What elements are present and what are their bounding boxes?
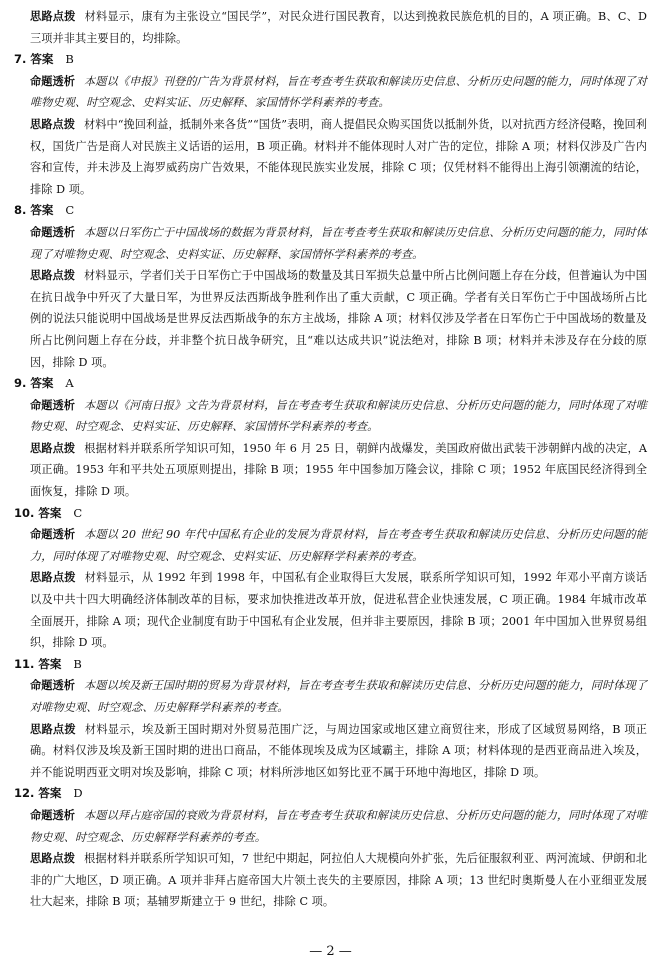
q12-number: 12. [14, 786, 35, 801]
q12-answer-line [14, 783, 647, 805]
label-analysis: 命题透析 [30, 679, 76, 693]
label-reasoning: 思路点拨 [30, 10, 76, 23]
q10-answer-line [14, 503, 647, 525]
q9-reasoning [14, 438, 647, 503]
q10-number: 10. [14, 505, 35, 520]
q8-answer: C [65, 203, 75, 218]
q9-analysis-text: 本题以《河南日报》文告为背景材料，旨在考查考生获取和解读历史信息、分析历史问题的能力，同时体现了对唯物史观、时空观念、史料实证、历史解释、家国情怀学科素养的考查。 [30, 398, 647, 434]
q8-answer-line [14, 200, 647, 222]
label-reasoning: 思路点拨 [30, 269, 76, 283]
label-analysis: 命题透析 [30, 398, 76, 412]
q10-analysis [14, 524, 647, 567]
q11-reasoning [14, 719, 647, 784]
answer-label: 答案 [30, 203, 54, 218]
q12-reasoning [14, 848, 647, 913]
label-reasoning: 思路点拨 [30, 852, 76, 866]
q11-analysis-text: 本题以埃及新王国时期的贸易为背景材料，旨在考查考生获取和解读历史信息、分析历史问题的能力，同时体现了对唯物史观、时空观念、历史解释学科素养的考查。 [30, 679, 647, 714]
label-reasoning: 思路点拨 [30, 571, 76, 585]
q10-analysis-text: 本题以 20 世纪 90 年代中国私有企业的发展为背景材料，旨在考查考生获取和解读历史信息、分析历史问题的能力，同时体现了对唯物史观、时空观念、史料实证、历史解释学科素养的考查。 [30, 528, 647, 563]
label-analysis: 命题透析 [30, 225, 76, 239]
q7-answer-line [14, 49, 647, 71]
answer-label: 答案 [38, 656, 62, 671]
label-analysis: 命题透析 [30, 808, 76, 822]
q7-answer: B [65, 52, 74, 67]
q8-analysis-text: 本题以日军伤亡于中国战场的数据为背景材料，旨在考查考生获取和解读历史信息、分析历史问题的能力，同时体现了对唯物史观、时空观念、史料实证、历史解释、家国情怀学科素养的考查。 [30, 225, 647, 261]
q9-number: 9. [14, 376, 27, 391]
q11-answer-line [14, 654, 647, 676]
label-analysis: 命题透析 [30, 74, 76, 88]
label-analysis: 命题透析 [30, 528, 76, 542]
q12-reasoning-text: 根据材料并联系所学知识可知，7 世纪中期起，阿拉伯人大规模向外扩张，先后征服叙利亚、两河流域、伊朗和北非的广大地区，D 项正确。A 项并非拜占庭帝国大片领土丧失的主要原因，排除 A 项；13 世纪时奥斯曼人在小亚细亚发展壮大起来，排除 B 项；基辅罗斯建立于 9 世纪，排除 C 项。 [30, 852, 647, 909]
q11-answer: B [73, 656, 82, 671]
q9-analysis [14, 395, 647, 438]
q9-answer: A [65, 376, 74, 391]
answer-label: 答案 [30, 376, 54, 391]
q7-analysis [14, 71, 647, 114]
q10-answer: C [73, 505, 83, 520]
q12-analysis [14, 805, 647, 848]
q7-reasoning [14, 114, 647, 200]
q7-number: 7. [14, 52, 27, 67]
answer-label: 答案 [30, 52, 54, 67]
q9-reasoning-text: 根据材料并联系所学知识可知，1950 年 6 月 25 日，朝鲜内战爆发，美国政府做出武装干涉朝鲜内战的决定，A 项正确。1953 年和平共处五项原则提出，排除 B 项；1955 年中国参加万隆会议，排除 C 项；1952 年底国民经济得到全面恢复，排除 D 项。 [30, 441, 647, 499]
label-reasoning: 思路点拨 [30, 441, 76, 455]
q6-reasoning-text: 材料显示，康有为主张设立“国民学”，对民众进行国民教育，以达到挽救民族危机的目的，A 项正确。B、C、D 三项并非其主要目的，均排除。 [30, 10, 647, 45]
q11-number: 11. [14, 656, 35, 671]
label-reasoning: 思路点拨 [30, 117, 75, 131]
q9-answer-line [14, 373, 647, 395]
q8-analysis [14, 222, 647, 265]
q8-reasoning [14, 265, 647, 373]
q12-analysis-text: 本题以拜占庭帝国的衰败为背景材料，旨在考查考生获取和解读历史信息、分析历史问题的能力，同时体现了对唯物史观、时空观念、历史解释学科素养的考查。 [30, 808, 647, 844]
q11-analysis [14, 675, 647, 718]
q7-reasoning-text: 材料中“挽回利益，抵制外来各货”“国货”表明，商人提倡民众购买国货以抵制外货，以对抗西方经济侵略，挽回利权，国货广告是商人对民族主义话语的运用，B 项正确。材料并不能体现时人对广告的定位，排除 A 项；材料仅涉及广告内容和宣传，并未涉及上海罗威药房广告效果，不能体现民族实业发展，排除 C 项；仅凭材料不能得出上海引领潮流的结论，排除 D 项。 [30, 117, 648, 196]
q8-reasoning-text: 材料显示，学者们关于日军伤亡于中国战场的数量及其日军损失总量中所占比例问题上存在分歧，但普遍认为中国在抗日战争中歼灭了大量日军，为世界反法西斯战争胜利作出了重大贡献，C 项正确。学者有关日军伤亡于中国战场所占比例的说法只能说明中国战场是世界反法西斯战争的东方主战场，排除 A 项；材料仅涉及学者在日军伤亡于中国战场的数量及所占比例问题上存在分歧，并非整个抗日战争研究，且“难以达成共识”说法绝对，排除 B 项；材料并未涉及存在分歧的原因，排除 D 项。 [30, 269, 647, 369]
answer-label: 答案 [38, 786, 62, 801]
q11-reasoning-text: 材料显示，埃及新王国时期对外贸易范围广泛，与周边国家或地区建立商贸往来，形成了区域贸易网络，B 项正确。材料仅涉及埃及新王国时期的进出口商品，不能体现埃及成为区域霸主，排除 A 项；材料体现的是西亚商品进入埃及，并不能说明西亚文明对埃及影响，排除 C 项；材料所涉地区如努比亚不属于环地中海地区，排除 D 项。 [30, 722, 647, 779]
answer-label: 答案 [38, 505, 62, 520]
q8-number: 8. [14, 203, 27, 218]
label-reasoning: 思路点拨 [30, 722, 76, 736]
q6-reasoning [14, 6, 647, 49]
q12-answer: D [73, 786, 83, 801]
q10-reasoning-text: 材料显示，从 1992 年到 1998 年，中国私有企业取得巨大发展，联系所学知识可知，1992 年邓小平南方谈话以及中共十四大明确经济体制改革的目标，要求加快推进改革开放，促进私营企业快速发展，C 项正确。1984 年城市改革全面展开，排除 A 项；现代企业制度有助于中国私有企业发展，但并非主要原因，排除 B 项；2001 年中国加入世界贸易组织，排除 D 项。 [30, 571, 648, 650]
q10-reasoning [14, 567, 647, 653]
q7-analysis-text: 本题以《申报》刊登的广告为背景材料，旨在考查考生获取和解读历史信息、分析历史问题的能力，同时体现了对唯物史观、时空观念、史料实证、历史解释、家国情怀学科素养的考查。 [30, 74, 647, 110]
page-number: — 2 — [309, 944, 352, 959]
